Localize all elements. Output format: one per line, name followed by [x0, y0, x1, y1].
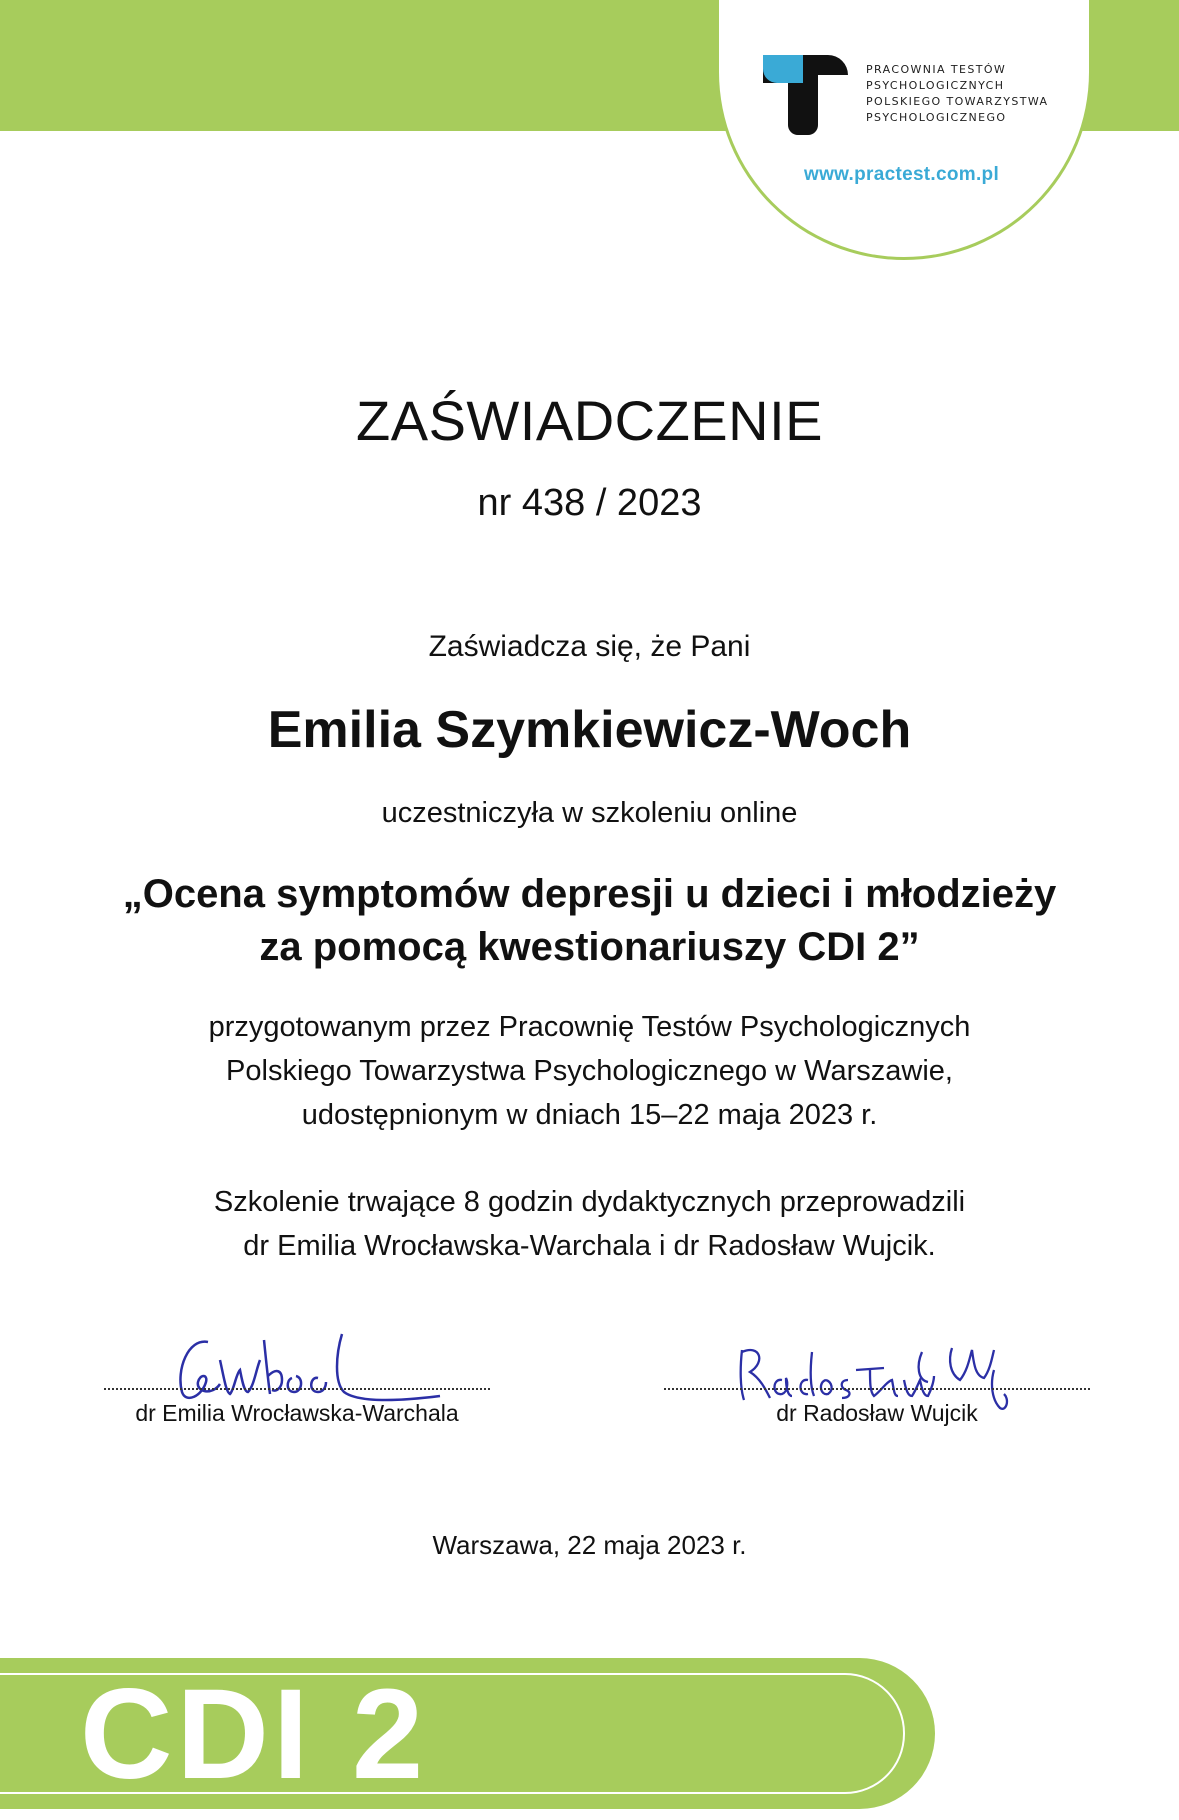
trainers-line: Szkolenie trwające 8 godzin dydaktycznych przeprowadzili	[213, 1186, 966, 1218]
description-line: udostępnionym w dniach 15–22 maja 2023 r.	[301, 1099, 878, 1131]
org-line: POLSKIEGO TOWARZYSTWA	[866, 95, 1049, 108]
recipient-name: Emilia Szymkiewicz-Woch	[267, 701, 912, 759]
certificate-title: ZAŚWIADCZENIE	[356, 389, 823, 452]
right-signatory-name: dr Radosław Wujcik	[776, 1400, 978, 1426]
certificate-intro: Zaświadcza się, że Pani	[428, 630, 751, 663]
website-url: www.practest.com.pl	[804, 164, 1000, 185]
description-line: przygotowanym przez Pracownię Testów Psychologicznych	[208, 1011, 971, 1043]
organization-name	[866, 62, 1048, 126]
course-title	[0, 868, 1179, 974]
product-label: CDI 2	[80, 1663, 428, 1806]
course-title-line: za pomocą kwestionariuszy CDI 2”	[259, 925, 920, 969]
left-signature	[168, 1330, 448, 1410]
description-line: Polskiego Towarzystwa Psychologicznego w Warszawie,	[226, 1055, 953, 1087]
trainers-line: dr Emilia Wrocławska-Warchala i dr Radosław Wujcik.	[243, 1230, 936, 1262]
pracownia-testow-logo-icon	[763, 55, 848, 135]
certificate-number: nr 438 / 2023	[477, 482, 702, 524]
left-signatory-name: dr Emilia Wrocławska-Warchala	[135, 1400, 459, 1426]
trainers-text	[0, 1180, 1179, 1268]
signature-line-left	[104, 1388, 490, 1390]
org-line: PRACOWNIA TESTÓW	[866, 63, 1007, 76]
org-line: PSYCHOLOGICZNEGO	[866, 111, 1007, 124]
org-line: PSYCHOLOGICZNYCH	[866, 79, 1005, 92]
participation-text: uczestniczyła w szkoleniu online	[381, 797, 798, 829]
place-and-date: Warszawa, 22 maja 2023 r.	[432, 1530, 747, 1560]
course-description	[0, 1005, 1179, 1137]
signature-line-right	[664, 1388, 1090, 1390]
course-title-line: „Ocena symptomów depresji u dzieci i młodzieży	[122, 872, 1057, 916]
